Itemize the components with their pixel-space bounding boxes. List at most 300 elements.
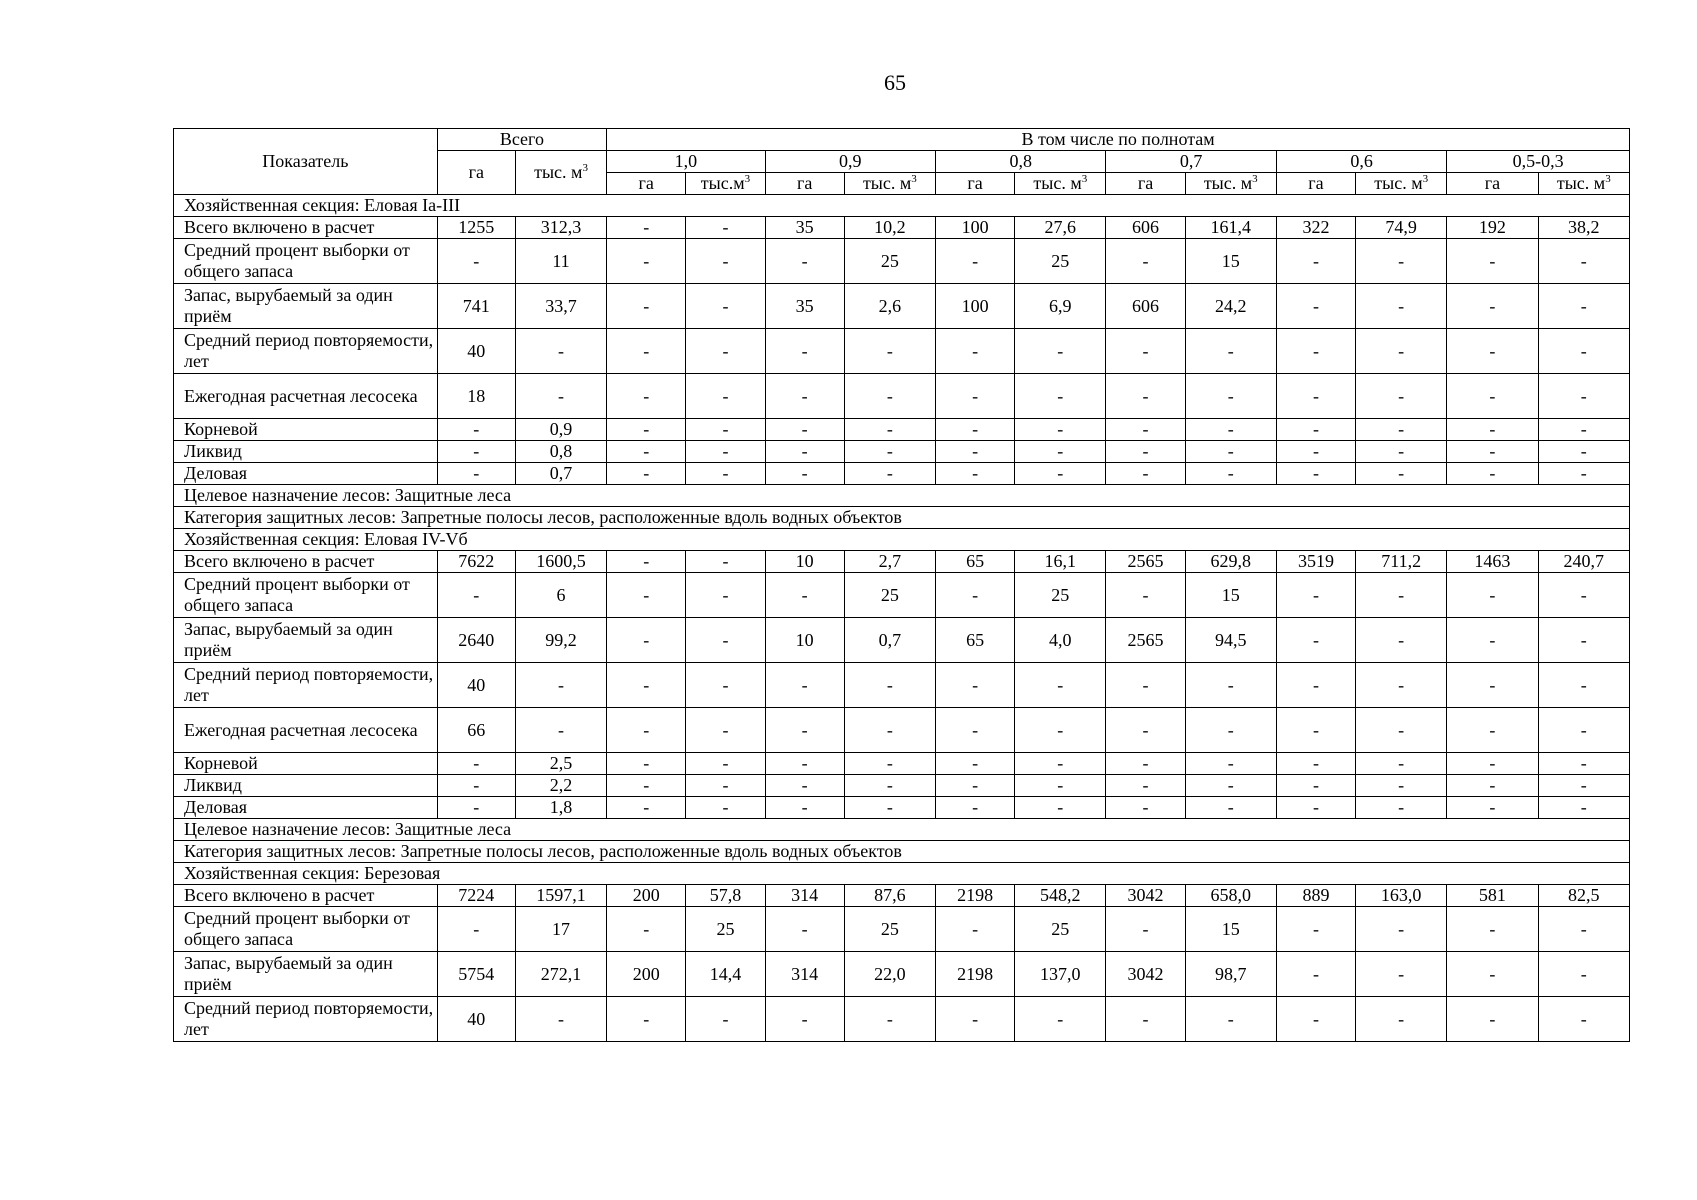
- table-cell: -: [844, 329, 935, 374]
- table-cell: -: [515, 997, 606, 1042]
- table-cell: -: [1276, 952, 1355, 997]
- unit-superscript: 3: [1081, 173, 1088, 185]
- table-cell: -: [1276, 441, 1355, 463]
- table-cell: -: [765, 663, 844, 708]
- row-label: Запас, вырубаемый за один приём: [174, 618, 438, 663]
- table-cell: -: [935, 663, 1014, 708]
- unit-superscript: 3: [744, 173, 751, 185]
- header-unit-vol: [1356, 173, 1447, 195]
- table-row: [174, 618, 1630, 663]
- row-label: Средний период повторяемости, лет: [174, 663, 438, 708]
- table-cell: 25: [1015, 573, 1106, 618]
- table-cell: -: [437, 463, 515, 485]
- section-title: Категория защитных лесов: Запретные полосы лесов, расположенные вдоль водных объектов: [174, 507, 1630, 529]
- table-cell: 272,1: [515, 952, 606, 997]
- table-cell: 163,0: [1356, 885, 1447, 907]
- table-row: [174, 239, 1630, 284]
- table-cell: -: [437, 573, 515, 618]
- table-cell: 1255: [437, 217, 515, 239]
- table-cell: -: [1538, 284, 1629, 329]
- table-cell: -: [607, 753, 686, 775]
- table-cell: -: [1447, 374, 1538, 419]
- table-cell: 581: [1447, 885, 1538, 907]
- table-cell: 2565: [1106, 551, 1185, 573]
- table-cell: -: [686, 797, 765, 819]
- table-cell: -: [1538, 663, 1629, 708]
- table-cell: -: [437, 441, 515, 463]
- table-cell: -: [1185, 374, 1276, 419]
- table-cell: -: [1106, 997, 1185, 1042]
- table-cell: -: [844, 419, 935, 441]
- table-cell: -: [1106, 907, 1185, 952]
- table-cell: -: [1276, 374, 1355, 419]
- table-cell: -: [1356, 797, 1447, 819]
- table-cell: -: [935, 997, 1014, 1042]
- table-cell: -: [1015, 753, 1106, 775]
- table-cell: 0,8: [515, 441, 606, 463]
- table-cell: -: [1185, 997, 1276, 1042]
- unit-label: тыс. м: [1556, 173, 1606, 193]
- table-cell: -: [1015, 708, 1106, 753]
- table-cell: -: [765, 753, 844, 775]
- table-cell: -: [1185, 753, 1276, 775]
- table-cell: 2565: [1106, 618, 1185, 663]
- table-cell: -: [437, 775, 515, 797]
- table-cell: -: [1106, 708, 1185, 753]
- table-cell: -: [1356, 284, 1447, 329]
- table-cell: -: [1447, 329, 1538, 374]
- unit-label: тыс. м: [1203, 173, 1253, 193]
- table-cell: -: [607, 463, 686, 485]
- section-row: [174, 485, 1630, 507]
- table-cell: -: [1447, 284, 1538, 329]
- table-cell: -: [1276, 708, 1355, 753]
- table-cell: -: [686, 753, 765, 775]
- table-cell: -: [1276, 775, 1355, 797]
- table-cell: -: [1356, 419, 1447, 441]
- table-cell: -: [437, 753, 515, 775]
- table-row: [174, 419, 1630, 441]
- table-cell: -: [1538, 952, 1629, 997]
- table-cell: -: [1356, 463, 1447, 485]
- table-cell: -: [1106, 753, 1185, 775]
- table-cell: -: [607, 239, 686, 284]
- table-cell: 4,0: [1015, 618, 1106, 663]
- table-cell: -: [765, 797, 844, 819]
- row-label: Деловая: [174, 463, 438, 485]
- table-cell: -: [607, 775, 686, 797]
- table-cell: 22,0: [844, 952, 935, 997]
- header-unit-ha: га: [1276, 173, 1355, 195]
- table-cell: -: [607, 997, 686, 1042]
- table-body: [174, 195, 1630, 1042]
- section-title: Целевое назначение лесов: Защитные леса: [174, 819, 1630, 841]
- unit-superscript: 3: [1605, 173, 1611, 185]
- table-cell: -: [1447, 573, 1538, 618]
- table-cell: 200: [607, 885, 686, 907]
- table-cell: -: [1447, 618, 1538, 663]
- table-row: [174, 952, 1630, 997]
- table-cell: -: [1447, 708, 1538, 753]
- table-row: [174, 284, 1630, 329]
- table-cell: 3519: [1276, 551, 1355, 573]
- table-cell: -: [935, 775, 1014, 797]
- table-cell: 1,8: [515, 797, 606, 819]
- header-density: 0,9: [765, 151, 935, 173]
- table-cell: 2,7: [844, 551, 935, 573]
- table-cell: 11: [515, 239, 606, 284]
- table-cell: 2198: [935, 952, 1014, 997]
- table-cell: -: [765, 239, 844, 284]
- table-cell: -: [1538, 239, 1629, 284]
- table-cell: -: [1106, 463, 1185, 485]
- table-cell: -: [607, 374, 686, 419]
- table-cell: 0,7: [515, 463, 606, 485]
- row-label: Деловая: [174, 797, 438, 819]
- row-label: Средний период повторяемости, лет: [174, 997, 438, 1042]
- table-cell: -: [1447, 419, 1538, 441]
- table-cell: 137,0: [1015, 952, 1106, 997]
- table-cell: -: [1538, 441, 1629, 463]
- table-cell: 98,7: [1185, 952, 1276, 997]
- table-cell: -: [1356, 753, 1447, 775]
- table-cell: 2198: [935, 885, 1014, 907]
- header-density: 0,5-0,3: [1447, 151, 1630, 173]
- table-cell: -: [1106, 663, 1185, 708]
- table-cell: -: [765, 441, 844, 463]
- table-cell: -: [844, 463, 935, 485]
- table-cell: -: [1447, 797, 1538, 819]
- table-cell: 5754: [437, 952, 515, 997]
- table-cell: 889: [1276, 885, 1355, 907]
- row-label: Корневой: [174, 753, 438, 775]
- table-cell: 10: [765, 551, 844, 573]
- table-cell: 15: [1185, 239, 1276, 284]
- forest-calculation-table: [173, 128, 1630, 1042]
- table-cell: -: [1356, 907, 1447, 952]
- table-cell: -: [1276, 463, 1355, 485]
- table-cell: 711,2: [1356, 551, 1447, 573]
- table-row: [174, 374, 1630, 419]
- table-cell: -: [437, 239, 515, 284]
- table-cell: -: [1185, 797, 1276, 819]
- table-cell: 15: [1185, 907, 1276, 952]
- table-cell: -: [935, 374, 1014, 419]
- row-label: Средний процент выборки от общего запаса: [174, 239, 438, 284]
- table-cell: 100: [935, 217, 1014, 239]
- table-cell: -: [1106, 441, 1185, 463]
- table-cell: -: [1538, 374, 1629, 419]
- table-cell: 35: [765, 217, 844, 239]
- table-cell: -: [686, 573, 765, 618]
- table-cell: -: [935, 753, 1014, 775]
- unit-label: тыс. м: [1374, 173, 1423, 193]
- table-cell: 240,7: [1538, 551, 1629, 573]
- table-cell: 25: [844, 573, 935, 618]
- table-cell: -: [607, 329, 686, 374]
- table-cell: -: [686, 708, 765, 753]
- table-cell: -: [935, 329, 1014, 374]
- table-cell: -: [1015, 374, 1106, 419]
- table-cell: 33,7: [515, 284, 606, 329]
- table-cell: -: [765, 775, 844, 797]
- table-row: [174, 907, 1630, 952]
- table-cell: -: [686, 329, 765, 374]
- row-label: Ежегодная расчетная лесосека: [174, 374, 438, 419]
- table-cell: 10,2: [844, 217, 935, 239]
- table-cell: -: [935, 708, 1014, 753]
- table-cell: 312,3: [515, 217, 606, 239]
- table-cell: -: [1538, 708, 1629, 753]
- table-cell: -: [765, 997, 844, 1042]
- table-cell: -: [935, 797, 1014, 819]
- table-cell: -: [935, 463, 1014, 485]
- table-cell: -: [437, 907, 515, 952]
- table-cell: -: [1356, 573, 1447, 618]
- table-cell: -: [1276, 284, 1355, 329]
- table-cell: -: [1185, 441, 1276, 463]
- table-cell: -: [1356, 663, 1447, 708]
- page-number: 65: [884, 70, 906, 95]
- table-cell: 25: [1015, 239, 1106, 284]
- table-cell: -: [1538, 753, 1629, 775]
- table-row: [174, 708, 1630, 753]
- unit-superscript: 3: [1422, 173, 1429, 185]
- table-cell: -: [607, 419, 686, 441]
- table-cell: -: [844, 997, 935, 1042]
- table-cell: 40: [437, 997, 515, 1042]
- table-cell: -: [1538, 618, 1629, 663]
- table-cell: -: [1356, 708, 1447, 753]
- table-cell: 0,9: [515, 419, 606, 441]
- table-cell: -: [1185, 663, 1276, 708]
- table-cell: -: [1356, 775, 1447, 797]
- table-row: [174, 797, 1630, 819]
- table-cell: -: [686, 419, 765, 441]
- row-label: Ликвид: [174, 441, 438, 463]
- header-total-ha: га: [437, 151, 515, 195]
- row-label: Всего включено в расчет: [174, 885, 438, 907]
- table-cell: -: [1015, 329, 1106, 374]
- table-cell: -: [1015, 663, 1106, 708]
- table-cell: 2,5: [515, 753, 606, 775]
- table-cell: -: [935, 419, 1014, 441]
- table-cell: -: [686, 284, 765, 329]
- table-cell: 200: [607, 952, 686, 997]
- table-cell: 192: [1447, 217, 1538, 239]
- table-cell: 7224: [437, 885, 515, 907]
- table-cell: -: [1106, 797, 1185, 819]
- table-cell: -: [1447, 663, 1538, 708]
- table-cell: -: [1447, 441, 1538, 463]
- table-cell: 6,9: [1015, 284, 1106, 329]
- table-cell: -: [607, 441, 686, 463]
- table-cell: 65: [935, 618, 1014, 663]
- table-cell: -: [765, 374, 844, 419]
- table-cell: -: [1106, 374, 1185, 419]
- table-cell: -: [1276, 997, 1355, 1042]
- table-cell: -: [935, 441, 1014, 463]
- table-cell: 741: [437, 284, 515, 329]
- table-cell: 658,0: [1185, 885, 1276, 907]
- row-label: Средний процент выборки от общего запаса: [174, 573, 438, 618]
- table-cell: 2,2: [515, 775, 606, 797]
- section-row: [174, 195, 1630, 217]
- table-row: [174, 775, 1630, 797]
- row-label: Запас, вырубаемый за один приём: [174, 284, 438, 329]
- table-cell: 65: [935, 551, 1014, 573]
- header-unit-ha: га: [765, 173, 844, 195]
- table-cell: -: [1276, 618, 1355, 663]
- table-cell: -: [935, 239, 1014, 284]
- table-cell: 25: [1015, 907, 1106, 952]
- table-cell: 16,1: [1015, 551, 1106, 573]
- table-cell: 17: [515, 907, 606, 952]
- table-cell: -: [1015, 463, 1106, 485]
- header-density: 1,0: [607, 151, 765, 173]
- table-cell: -: [844, 708, 935, 753]
- table-cell: -: [607, 573, 686, 618]
- unit-label: тыс. м: [1033, 173, 1082, 193]
- section-title: Целевое назначение лесов: Защитные леса: [174, 485, 1630, 507]
- header-unit-ha: га: [935, 173, 1014, 195]
- table-cell: -: [686, 551, 765, 573]
- table-cell: 40: [437, 663, 515, 708]
- table-cell: -: [686, 441, 765, 463]
- table-cell: -: [844, 797, 935, 819]
- table-cell: -: [437, 419, 515, 441]
- header-unit-vol: [1538, 173, 1629, 195]
- table-cell: -: [515, 329, 606, 374]
- table-cell: -: [1538, 907, 1629, 952]
- table-cell: 322: [1276, 217, 1355, 239]
- table-cell: -: [1447, 997, 1538, 1042]
- table-cell: -: [935, 573, 1014, 618]
- table-row: [174, 441, 1630, 463]
- table-cell: -: [1106, 573, 1185, 618]
- table-cell: -: [515, 708, 606, 753]
- table-header: [174, 129, 1630, 195]
- table-cell: -: [686, 374, 765, 419]
- row-label: Ежегодная расчетная лесосека: [174, 708, 438, 753]
- table-cell: -: [607, 797, 686, 819]
- table-cell: -: [686, 618, 765, 663]
- unit-superscript: 3: [911, 173, 917, 185]
- table-cell: -: [686, 663, 765, 708]
- table-cell: 25: [844, 907, 935, 952]
- unit-label: тыс. м: [534, 162, 583, 182]
- table-cell: -: [1106, 775, 1185, 797]
- table-cell: -: [1356, 374, 1447, 419]
- section-title: Хозяйственная секция: Еловая Ia-III: [174, 195, 1630, 217]
- row-label: Средний процент выборки от общего запаса: [174, 907, 438, 952]
- table-cell: -: [1447, 239, 1538, 284]
- table-cell: -: [1276, 329, 1355, 374]
- table-cell: -: [765, 463, 844, 485]
- table-cell: -: [686, 775, 765, 797]
- header-unit-vol: [1015, 173, 1106, 195]
- table-cell: -: [1276, 797, 1355, 819]
- table-cell: -: [686, 463, 765, 485]
- table-cell: -: [515, 663, 606, 708]
- table-cell: -: [1538, 797, 1629, 819]
- table-cell: -: [1538, 463, 1629, 485]
- table-cell: -: [1106, 419, 1185, 441]
- row-label: Корневой: [174, 419, 438, 441]
- table-cell: 606: [1106, 284, 1185, 329]
- header-total-vol: [515, 151, 606, 195]
- table-cell: -: [765, 329, 844, 374]
- table-cell: -: [1356, 997, 1447, 1042]
- table-cell: -: [1106, 239, 1185, 284]
- unit-superscript: 3: [1252, 173, 1258, 185]
- section-title: Хозяйственная секция: Березовая: [174, 863, 1630, 885]
- row-label: Всего включено в расчет: [174, 551, 438, 573]
- table-cell: 606: [1106, 217, 1185, 239]
- table-cell: -: [1185, 329, 1276, 374]
- table-cell: -: [844, 374, 935, 419]
- table-cell: -: [515, 374, 606, 419]
- header-unit-ha: га: [1447, 173, 1538, 195]
- table-row: [174, 753, 1630, 775]
- row-label: Всего включено в расчет: [174, 217, 438, 239]
- table-row: [174, 551, 1630, 573]
- table-cell: -: [1185, 708, 1276, 753]
- table-cell: -: [437, 797, 515, 819]
- table-cell: 3042: [1106, 952, 1185, 997]
- row-label: Средний период повторяемости, лет: [174, 329, 438, 374]
- table-cell: 14,4: [686, 952, 765, 997]
- table-cell: 25: [686, 907, 765, 952]
- table-cell: -: [1538, 573, 1629, 618]
- table-row: [174, 885, 1630, 907]
- table-cell: -: [1356, 618, 1447, 663]
- table-cell: -: [1447, 907, 1538, 952]
- table-cell: -: [607, 551, 686, 573]
- table-row: [174, 463, 1630, 485]
- table-cell: -: [1185, 775, 1276, 797]
- table-cell: -: [935, 907, 1014, 952]
- table-cell: 629,8: [1185, 551, 1276, 573]
- table-cell: 100: [935, 284, 1014, 329]
- section-row: [174, 863, 1630, 885]
- table-cell: -: [686, 239, 765, 284]
- table-cell: 66: [437, 708, 515, 753]
- table-cell: 161,4: [1185, 217, 1276, 239]
- section-row: [174, 841, 1630, 863]
- table-cell: 99,2: [515, 618, 606, 663]
- table-cell: -: [1276, 753, 1355, 775]
- table-cell: -: [686, 997, 765, 1042]
- table-cell: -: [607, 284, 686, 329]
- section-title: Категория защитных лесов: Запретные полосы лесов, расположенные вдоль водных объектов: [174, 841, 1630, 863]
- table-cell: -: [1447, 753, 1538, 775]
- table-cell: -: [1356, 329, 1447, 374]
- table-cell: 314: [765, 952, 844, 997]
- table-cell: -: [765, 419, 844, 441]
- table-row: [174, 663, 1630, 708]
- unit-label: тыс. м: [862, 173, 912, 193]
- row-label: Ликвид: [174, 775, 438, 797]
- table-cell: 1597,1: [515, 885, 606, 907]
- table-cell: 2,6: [844, 284, 935, 329]
- header-indicator: Показатель: [174, 129, 438, 195]
- header-unit-vol: [844, 173, 935, 195]
- table-cell: 35: [765, 284, 844, 329]
- table-cell: -: [607, 907, 686, 952]
- table-cell: -: [1015, 775, 1106, 797]
- table-row: [174, 217, 1630, 239]
